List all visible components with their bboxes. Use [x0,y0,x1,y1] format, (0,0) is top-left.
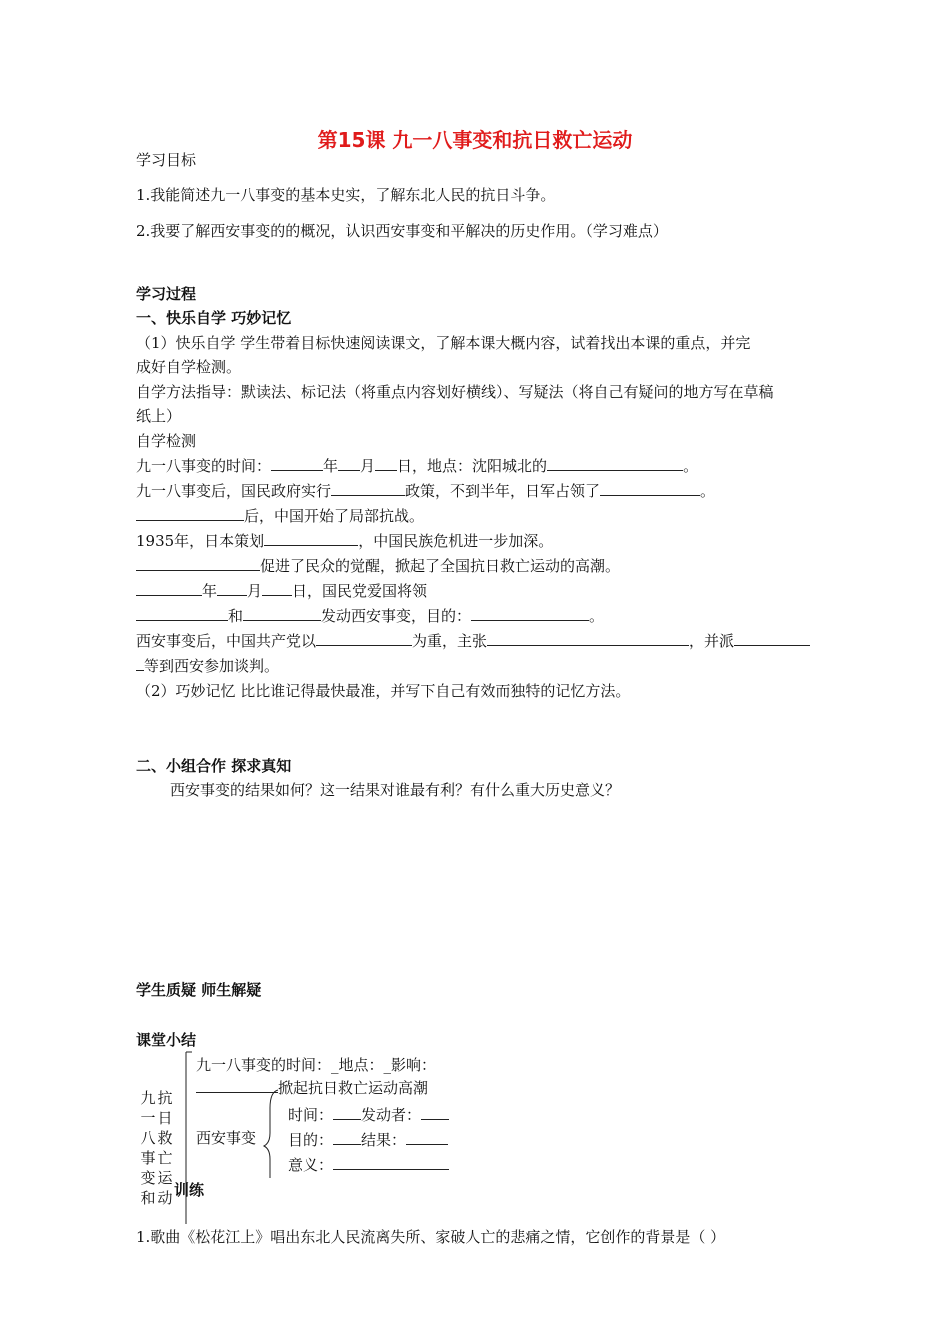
self-study-line-2: 成好自学检测。 [136,358,242,376]
question-9: 等到西安参加谈判。 [136,656,279,676]
blank[interactable] [421,1105,449,1120]
xian-label: 西安事变 [196,1129,257,1147]
summary-vertical-col1: 九 一 八 事 变 和 [140,1089,156,1207]
blank[interactable] [243,606,321,621]
blank[interactable] [333,1105,361,1120]
training-label: 训练 [174,1181,205,1199]
blank[interactable] [471,606,589,621]
question-7: 和 发动西安事变，目的： 。 [136,606,604,626]
method-line-2: 纸上） [136,407,182,425]
blank[interactable] [262,581,292,596]
summary-heading: 课堂小结 [136,1031,197,1049]
blank[interactable] [333,1130,361,1145]
blank[interactable] [136,556,260,571]
process-heading: 学习过程 [136,285,197,303]
blank[interactable] [333,1155,449,1170]
blank[interactable] [406,1130,448,1145]
blank[interactable] [338,456,360,471]
summary-vertical-col2: 抗 日 救 亡 运 动 [157,1089,173,1207]
xian-item-3: 意义： [288,1155,449,1175]
question-5: 促进了民众的觉醒，掀起了全国抗日救亡运动的高潮。 [136,556,620,576]
question-1: 九一八事变的时间： 年 月 日，地点：沈阳城北的 。 [136,457,699,475]
blank[interactable] [217,581,247,596]
summary-line-2: 掀起抗日救亡运动高潮 [196,1078,428,1098]
blank[interactable] [547,456,683,471]
memory-line: （2）巧妙记忆 比比谁记得最快最准，并写下自己有效而独特的记忆方法。 [136,682,631,700]
blank[interactable] [487,631,689,646]
blank[interactable] [600,481,700,496]
exercise-1: 1.歌曲《松花江上》唱出东北人民流离失所、家破人亡的悲痛之情，它创作的背景是（ ） [136,1228,726,1246]
blank[interactable] [271,456,323,471]
page-title: 第15课 九一八事变和抗日救亡运动 [317,128,633,152]
blank[interactable] [136,506,244,521]
blank[interactable] [136,656,144,671]
question-2: 九一八事变后，国民政府实行 政策，不到半年，日军占领了 。 [136,482,716,500]
part2-question: 西安事变的结果如何？这一结果对谁最有利？有什么重大历史意义？ [170,781,621,799]
question-6: 年 月 日，国民党爱国将领 [136,581,427,601]
blank[interactable] [196,1078,278,1093]
blank[interactable] [734,631,810,646]
blank[interactable] [136,581,202,596]
goal-item-1: 1.我能简述九一八事变的基本史实，了解东北人民的抗日斗争。 [136,186,556,204]
part2-heading: 二、小组合作 探求真知 [136,757,292,775]
blank[interactable] [331,481,405,496]
xian-item-1: 时间： 发动者： [288,1105,449,1125]
question-4: 1935年，日本策划 ，中国民族危机进一步加深。 [136,532,554,550]
blank[interactable] [264,531,358,546]
blank[interactable] [136,606,228,621]
goals-heading: 学习目标 [136,151,197,169]
self-study-line-1: （1）快乐自学 学生带着目标快速阅读课文，了解本课大概内容，试着找出本课的重点，并完 [136,334,751,352]
goal-item-2: 2.我要了解西安事变的的概况，认识西安事变和平解决的历史作用。（学习难点） [136,222,668,240]
summary-line-1: 九一八事变的时间：_地点：_影响： [196,1056,437,1074]
xian-item-2: 目的： 结果： [288,1130,448,1150]
check-heading: 自学检测 [136,432,197,450]
question-8: 西安事变后，中国共产党以 为重，主张 ，并派 [136,631,810,651]
blank[interactable] [375,456,397,471]
doubts-heading: 学生质疑 师生解疑 [136,981,262,999]
part1-heading: 一、快乐自学 巧妙记忆 [136,309,292,327]
method-line-1: 自学方法指导：默读法、标记法（将重点内容划好横线）、写疑法（将自己有疑问的地方写在草稿 [136,383,774,401]
question-3: 后，中国开始了局部抗战。 [136,506,424,526]
blank[interactable] [316,631,412,646]
